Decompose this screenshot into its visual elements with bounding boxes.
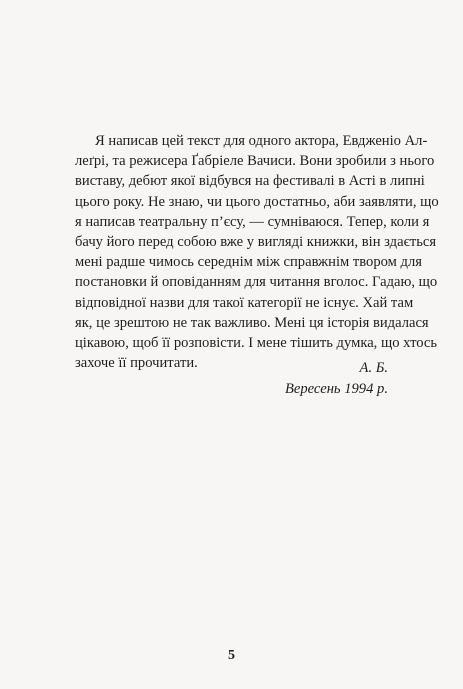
body-text	[75, 131, 439, 373]
text-line: цікавою, щоб її розповісти. І мене тішить думка, що хтось	[75, 334, 438, 351]
text-line: Я написав цей текст для одного актора, Евдженіо Ал-	[95, 133, 428, 149]
text-line: бачу його перед собою вже у вигляді книжки, він здається	[75, 233, 437, 250]
text-line: леґрі, та режисера Ґабріеле Вачиси. Вони зробили з нього	[75, 153, 435, 170]
text-line: цього року. Не знаю, чи цього достатньо, аби заявляти, що	[75, 193, 439, 210]
text-line: як, це зрештою не так важливо. Мені ця історія видалася	[75, 314, 429, 331]
text-line: я написав театральну п’єсу, — сумніваюся. Тепер, коли я	[75, 213, 430, 230]
signature-date: Вересень 1994 р.	[284, 380, 388, 397]
text-line: виставу, дебют якої відбувся на фестивалі в Асті в липні	[75, 173, 425, 190]
page-number: 5	[228, 648, 235, 663]
text-line: захоче її прочитати.	[75, 355, 198, 372]
text-line: постановки й оповіданням для читання вголос. Гадаю, що	[75, 274, 438, 291]
text-line: мені радше чимось середнім між справжнім твором для	[75, 254, 422, 271]
text-line: відповідної назви для такої категорії не існує. Хай там	[75, 294, 414, 311]
author-signature	[285, 358, 388, 399]
author-initials: А. Б.	[359, 360, 388, 376]
